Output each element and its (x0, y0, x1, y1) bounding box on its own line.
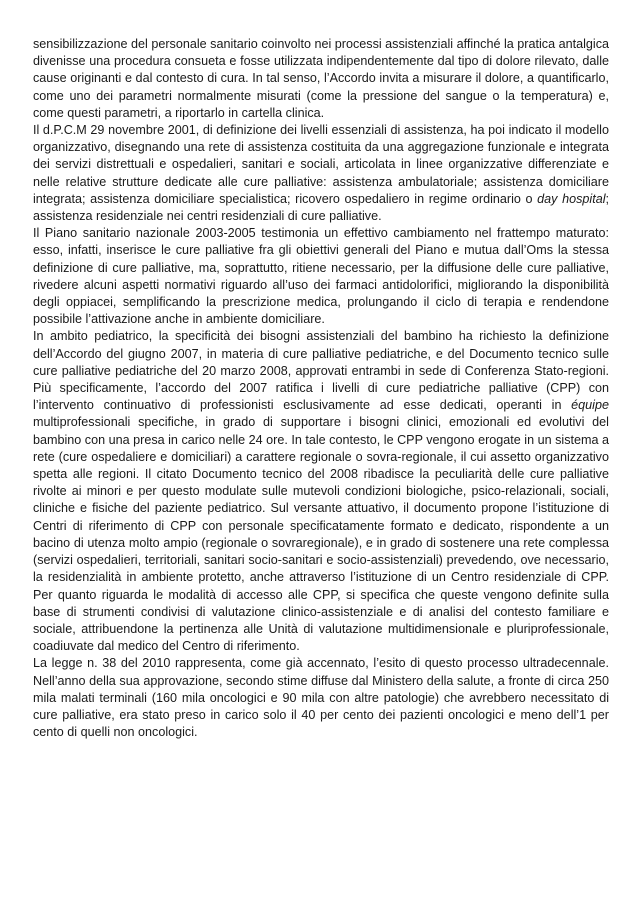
paragraph-text: sensibilizzazione del personale sanitario coinvolto nei processi assistenziali affinché la pratica antalgica divenisse una procedura consueta e fosse utilizzata indipendentemente dal tipo di dolore rilevato, dalle cause originanti e dal contesto di cura. In tal senso, l’Accordo invita a misurare il dolore, a quantificarlo, come uno dei parametri normalmente misurati (come la pressione del sangue o la temperatura) e, come questi parametri, a riportarlo in cartella clinica. (33, 37, 609, 120)
paragraph-dpcm-2001 (33, 122, 609, 225)
paragraph-text: Il Piano sanitario nazionale 2003-2005 testimonia un effettivo cambiamento nel frattempo maturato: esso, infatti, inserisce le cure palliative fra gli obiettivi generali del Piano e mutua dall’Oms la stessa definizione di cure palliative, ma, soprattutto, ritiene necessario, per la diffusione delle cure palliative, rivedere alcuni aspetti normativi riguardo all’uso dei farmaci antidolorifici, migliorando la disponibilità degli oppiacei, semplificando la prescrizione medica, prolungando il ciclo di terapia e rendendone possibile l’attivazione anche in ambiente domiciliare. (33, 226, 609, 327)
italic-term: day hospital (537, 191, 606, 206)
paragraph-piano-sanitario (33, 225, 609, 328)
document-page (33, 36, 609, 741)
paragraph-ambito-pediatrico (33, 328, 609, 655)
paragraph-text: multiprofessionali specifiche, in grado di supportare i bisogni clinici, emozionali ed evolutivi del bambino con una presa in carico nelle 24 ore. In tale contesto, le CPP vengono erogate in un sistema a rete (cure ospedaliere e domiciliari) a carattere regionale o sovra-regionale, il cui assetto organizzativo spetta alle regioni. Il citato Documento tecnico del 2008 ribadisce la peculiarità delle cure palliative rivolte ai minori e per questo modulate sulle mutevoli condizioni biologiche, psico-relazionali, sociali, cliniche e fisiche del paziente pediatrico. Sul versante attuativo, il documento propone l’istituzione di Centri di riferimento di CPP con personale specificatamente formato e dedicato, rispondente a un bacino di utenza molto ampio (regionale o sovraregionale), e in grado di sostenere una rete complessa (servizi ospedalieri, territoriali, sanitari socio-sanitari e socio-assistenziali) prevedendo, ove necessario, la residenzialità in ambiente protetto, anche attraverso l’istituzione di un Centro residenziale di CPP. Per quanto riguarda le modalità di accesso alle CPP, si specifica che queste vengono definite sulla base di strumenti condivisi di valutazione clinico-assistenziale e di analisi del contesto familiare e sociale, attribuendone la pertinenza alle Unità di valutazione multidimensionale e pluriprofessionale, coadiuvate dal medico del Centro di riferimento. (33, 415, 609, 654)
paragraph-text: Il d.P.C.M 29 novembre 2001, di definizione dei livelli essenziali di assistenza, ha poi indicato il modello organizzativo, disegnando una rete di assistenza costituita da una aggregazione funzionale e integrata dei servizi distrettuali e ospedalieri, sanitari e sociali, articolata in linee organizzative differenziate e nelle relative strutture dedicate alle cure palliative: assistenza ambulatoriale; assistenza domiciliare integrata; assistenza domiciliare specialistica; ricovero ospedaliero in regime ordinario o (33, 123, 609, 206)
paragraph-text: ; assistenza residenziale nei centri residenziali di cure palliative. (33, 191, 610, 224)
paragraph-legge-38 (33, 655, 609, 741)
paragraph-text: La legge n. 38 del 2010 rappresenta, come già accennato, l’esito di questo processo ultradecennale. Nell’anno della sua approvazione, secondo stime diffuse dal Ministero della salute, a fronte di circa 250 mila malati terminali (160 mila oncologici e 90 mila con altre patologie) che avrebbero necessitato di cure palliative, era stato preso in carico solo il 40 per cento dei pazienti oncologici e meno dell’1 per cento di quelli non oncologici. (33, 656, 609, 740)
italic-term: équipe (571, 398, 609, 413)
paragraph-text: In ambito pediatrico, la specificità dei bisogni assistenziali del bambino ha richiesto la definizione dell’Accordo del giugno 2007, in materia di cure palliative pediatriche, e del Documento tecnico sulle cure palliative pediatriche del 20 marzo 2008, approvati entrambi in sede di Conferenza Stato-regioni. Più specificamente, l’accordo del 2007 ratifica i livelli di cure pediatriche palliative (CPP) con l’intervento continuativo di professionisti esclusivamente ad esse dedicati, operanti in (33, 329, 609, 413)
paragraph-intro (33, 36, 609, 122)
